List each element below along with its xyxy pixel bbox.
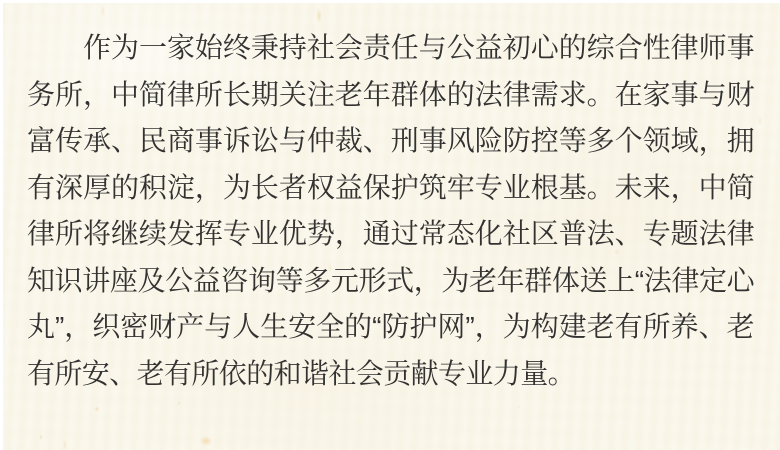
about-paragraph: 作为一家始终秉持社会责任与公益初心的综合性律师事务所，中简律所长期关注老年群体的法律需求。在家事与财富传承、民商事诉讼与仲裁、刑事风险防控等多个领域，拥有深厚的积淀，为长者权益保护筑牢专业根基。未来，中简律所将继续发挥专业优势，通过常态化社区普法、专题法律知识讲座及公益咨询等多元形式，为老年群体送上“法律定心丸”，织密财产与人生安全的“防护网”，为构建老有所养、老有所安、老有所依的和谐社会贡献专业力量。 — [27, 32, 754, 389]
paper-page — [3, 3, 780, 450]
